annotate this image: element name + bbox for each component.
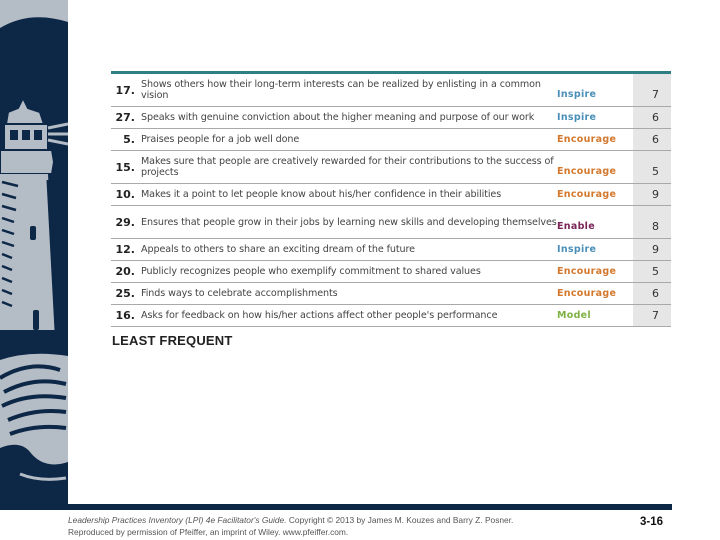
practice-label: Model <box>557 310 591 321</box>
behavior-table <box>111 71 671 327</box>
behavior-statement: Publicly recognizes people who exemplify commitment to shared values <box>141 266 481 277</box>
practice-label: Encourage <box>557 165 617 177</box>
citation-title: Leadership Practices Inventory (LPI) 4e Facilitator's Guide. <box>68 515 287 525</box>
item-number: 29. <box>115 215 135 229</box>
citation-copyright: Copyright © 2013 by James M. Kouzes and Barry Z. Posner. <box>286 515 514 525</box>
table-row <box>111 184 671 206</box>
item-number: 25. <box>115 287 135 300</box>
score-value: 7 <box>652 87 659 101</box>
citation-line2: Reproduced by permission of Pfeiffer, an imprint of Wiley. www.pfeiffer.com. <box>68 527 349 537</box>
practice-label: Inspire <box>557 88 597 100</box>
least-frequent-label: LEAST FREQUENT <box>112 333 233 348</box>
table-row <box>111 239 671 261</box>
footer-bar <box>0 504 672 510</box>
score-value: 7 <box>652 309 659 322</box>
behavior-statement: Speaks with genuine conviction about the higher meaning and purpose of our work <box>141 112 535 123</box>
table-row <box>111 283 671 305</box>
behavior-statement: Ensures that people grow in their jobs by learning new skills and developing themselves <box>141 216 557 228</box>
behavior-statement: Praises people for a job well done <box>141 134 300 145</box>
item-number: 27. <box>115 111 135 124</box>
score-value: 5 <box>652 265 659 278</box>
behavior-statement: Makes sure that people are creatively rewarded for their contributions to the success of projects <box>141 156 554 178</box>
item-number: 16. <box>115 309 135 322</box>
practice-label: Inspire <box>557 112 597 123</box>
item-number: 17. <box>115 83 135 97</box>
score-value: 6 <box>652 133 659 146</box>
footer-citation <box>68 514 588 538</box>
practice-label: Encourage <box>557 266 617 277</box>
table-row <box>111 206 671 239</box>
score-value: 6 <box>652 287 659 300</box>
item-number: 20. <box>115 265 135 278</box>
score-value: 6 <box>652 111 659 124</box>
table-row <box>111 74 671 107</box>
table-row <box>111 107 671 129</box>
item-number: 15. <box>115 160 135 174</box>
practice-label: Enable <box>557 220 595 232</box>
behavior-statement: Asks for feedback on how his/her actions affect other people's performance <box>141 310 498 321</box>
score-value: 9 <box>652 243 659 256</box>
table-row <box>111 129 671 151</box>
behavior-statement: Makes it a point to let people know about his/her confidence in their abilities <box>141 189 502 200</box>
table-row <box>111 305 671 327</box>
behavior-statement: Shows others how their long-term interests can be realized by enlisting in a common vision <box>141 79 541 101</box>
behavior-statement: Appeals to others to share an exciting dream of the future <box>141 244 415 255</box>
practice-label: Encourage <box>557 189 617 200</box>
score-value: 8 <box>652 219 659 233</box>
page-number: 3-16 <box>640 516 664 528</box>
score-value: 5 <box>652 164 659 178</box>
table-row <box>111 261 671 283</box>
item-number: 5. <box>123 133 135 146</box>
lighthouse-illustration <box>0 0 68 504</box>
practice-label: Inspire <box>557 244 597 255</box>
item-number: 10. <box>115 188 135 201</box>
practice-label: Encourage <box>557 134 617 145</box>
item-number: 12. <box>115 243 135 256</box>
score-value: 9 <box>652 188 659 201</box>
behavior-statement: Finds ways to celebrate accomplishments <box>141 288 338 299</box>
lighthouse-icon <box>0 0 68 504</box>
table-row <box>111 151 671 184</box>
practice-label: Encourage <box>557 288 617 299</box>
